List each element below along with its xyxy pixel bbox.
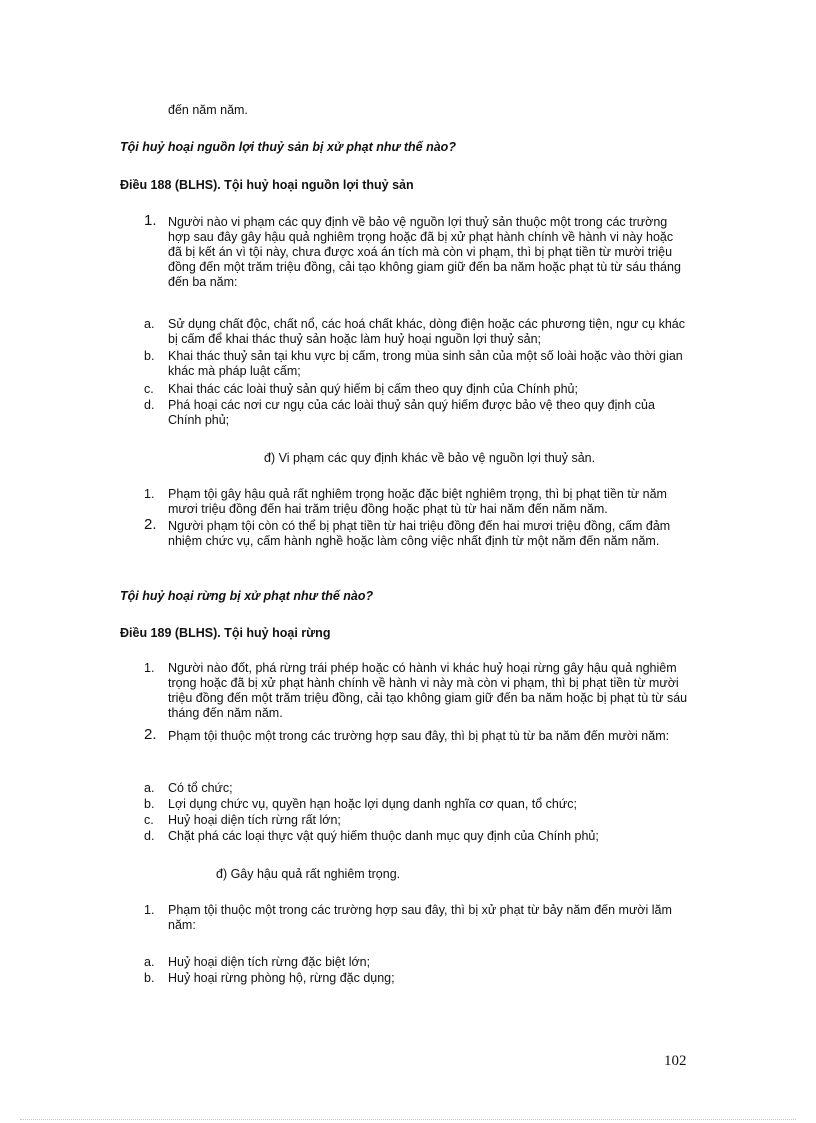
page-number: 102 [664,1053,687,1069]
clause-text: Phạm tội gây hậu quả rất nghiêm trọng hoặc đặc biệt nghiêm trọng, thì bị phạt tiền từ năm mươi triệu đồng đến hai trăm triệu đồng hoặc phạt tù từ hai năm đến năm năm. [168,487,667,516]
article-189-item-b2 [144,971,704,986]
article-189-clause-2 [144,726,704,744]
article-189-item-d [144,829,704,844]
item-letter: a. [144,781,155,795]
article-189-clause-3 [144,903,704,933]
clause-number: 2. [144,516,157,533]
article-189-clause-1 [144,661,704,721]
clause-number: 1. [144,212,157,229]
clause-number: 2. [144,726,157,743]
article-188-clause-2 [144,487,704,517]
item-letter: c. [144,382,154,396]
article-188-clause-3 [144,516,704,549]
item-text: Phá hoại các nơi cư ngụ của các loài thuỷ sản quý hiếm được bảo vệ theo quy định của Chính phủ; [168,398,655,427]
clause-number: 1. [144,487,155,501]
article-188-item-dd: đ) Vi phạm các quy định khác về bảo vệ nguồn lợi thuỷ sản. [264,451,596,465]
article-188-item-b [144,349,704,379]
article-189-title: Điều 189 (BLHS). Tội huỷ hoại rừng [120,626,331,640]
item-letter: a. [144,955,155,969]
article-188-clause-1 [144,212,704,290]
item-letter: b. [144,349,155,363]
clause-text: Người phạm tội còn có thể bị phạt tiền từ hai triệu đồng đến hai mươi triệu đồng, cấm đảm nhiệm chức vụ, cấm hành nghề hoặc làm công việc nhất định từ một năm đến năm năm. [168,519,671,548]
clause-text: Phạm tội thuộc một trong các trường hợp sau đây, thì bị xử phạt từ bảy năm đến mười lăm năm: [168,903,672,932]
item-text: Huỷ hoại rừng phòng hộ, rừng đặc dụng; [168,971,395,985]
item-text: Huỷ hoại diện tích rừng rất lớn; [168,813,341,827]
article-188-item-d [144,398,704,428]
clause-number: 1. [144,903,155,917]
clause-text: Người nào đốt, phá rừng trái phép hoặc có hành vi khác huỷ hoại rừng gây hậu quả nghiêm trọng hoặc đã bị xử phạt hành chính về hành vi này mà còn vi phạm, thì bị phạt tiền từ mười triệu đồng đến một trăm triệu đồng, cải tạo không giam giữ đến ba năm hoặc bị phạt tù từ sáu tháng đến năm năm. [168,661,688,720]
continued-line: đến năm năm. [168,103,248,117]
item-letter: c. [144,813,154,827]
article-189-item-c [144,813,704,828]
item-text: Sử dụng chất độc, chất nổ, các hoá chất khác, dòng điện hoặc các phương tiện, ngư cụ khác bị cấm để khai thác thuỷ sản hoặc làm huỷ hoại nguồn lợi thuỷ sản; [168,317,685,346]
item-text: Chặt phá các loại thực vật quý hiếm thuộc danh mục quy định của Chính phủ; [168,829,599,843]
clause-text: Người nào vi phạm các quy định về bảo vệ nguồn lợi thuỷ sản thuộc một trong các trường hợp sau đây gây hậu quả nghiêm trọng hoặc đã bị xử phạt hành chính về hành vi này hoặc đã bị kết án vì tội này, chưa được xoá án tích mà còn vi phạm, thì bị phạt tiền từ mười triệu đồng đến một trăm triệu đồng, cải tạo không giam giữ đến ba năm hoặc phạt tù từ sáu tháng đến ba năm: [168,215,681,289]
article-189-item-dd: đ) Gây hậu quả rất nghiêm trọng. [216,867,401,881]
article-188-item-c [144,382,704,397]
item-text: Huỷ hoại diện tích rừng đặc biệt lớn; [168,955,371,969]
page-bottom-divider [20,1119,796,1120]
item-text: Khai thác các loài thuỷ sản quý hiếm bị cấm theo quy định của Chính phủ; [168,382,578,396]
item-text: Khai thác thuỷ sản tại khu vực bị cấm, trong mùa sinh sản của một số loài hoặc vào thời gian khác mà pháp luật cấm; [168,349,683,378]
article-189-item-b [144,797,704,812]
item-letter: b. [144,797,155,811]
article-188-title: Điều 188 (BLHS). Tội huỷ hoại nguồn lợi thuỷ sản [120,178,414,192]
clause-number: 1. [144,661,155,675]
item-letter: a. [144,317,155,331]
item-letter: b. [144,971,155,985]
item-letter: d. [144,398,155,412]
question-heading-forest: Tội huỷ hoại rừng bị xử phạt như thế nào? [120,589,374,603]
article-188-item-a [144,317,704,347]
question-heading-fisheries: Tội huỷ hoại nguồn lợi thuỷ sản bị xử phạt như thế nào? [120,140,456,154]
item-letter: d. [144,829,155,843]
item-text: Lợi dụng chức vụ, quyền hạn hoặc lợi dụng danh nghĩa cơ quan, tổ chức; [168,797,577,811]
article-189-item-a [144,781,704,796]
clause-text: Phạm tội thuộc một trong các trường hợp sau đây, thì bị phạt tù từ ba năm đến mười năm: [168,729,670,743]
article-189-item-a2 [144,955,704,970]
item-text: Có tổ chức; [168,781,233,795]
